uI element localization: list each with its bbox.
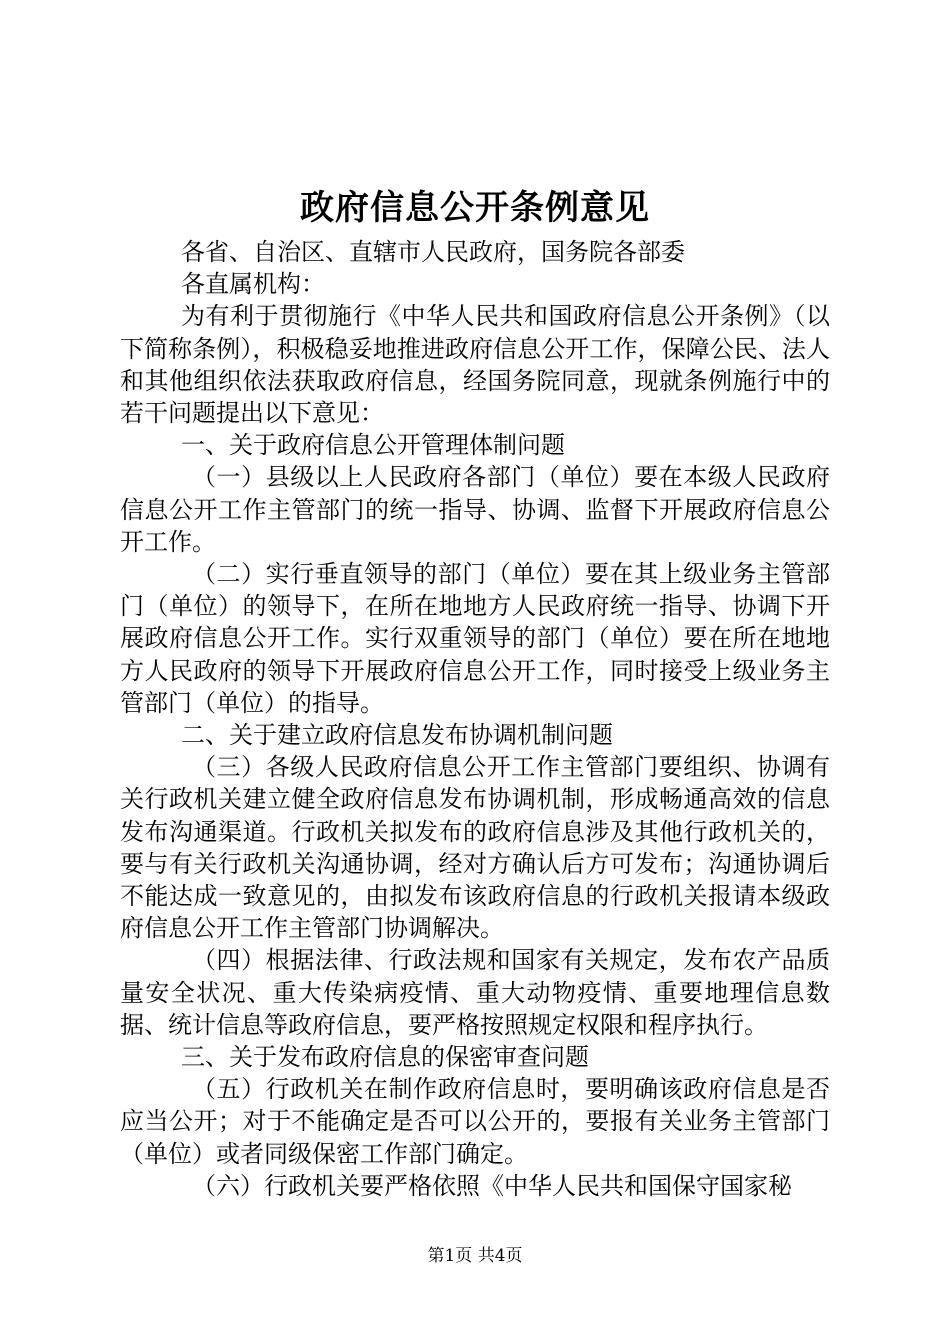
clause-paragraph-2: （二）实行垂直领导的部门（单位）要在其上级业务主管部门（单位）的领导下，在所在地地方人民政府统一指导、协调下开展政府信息公开工作。实行双重领导的部门（单位）要在所在地地方人民政府的领导下开展政府信息公开工作，同时接受上级业务主管部门（单位）的指导。 (120, 560, 830, 717)
section-heading-1: 一、关于政府信息公开管理体制问题 (181, 431, 565, 460)
intro-paragraph: 为有利于贯彻施行《中华人民共和国政府信息公开条例》（以下简称条例），积极稳妥地推进政府信息公开工作，保障公民、法人和其他组织依法获取政府信息，经国务院同意，现就条例施行中的若干问题提出以下意见： (120, 302, 830, 428)
document-body (120, 236, 830, 1202)
clause-paragraph-5: （五）行政机关在制作政府信息时，要明确该政府信息是否应当公开；对于不能确定是否可以公开的，要报有关业务主管部门（单位）或者同级保密工作部门确定。 (120, 1075, 830, 1168)
salutation-line-1: 各省、自治区、直辖市人民政府，国务院各部委 (181, 238, 685, 266)
clause-paragraph-4: （四）根据法律、行政法规和国家有关规定，发布农产品质量安全状况、重大传染病疫情、重大动物疫情、重要地理信息数据、统计信息等政府信息，要严格按照规定权限和程序执行。 (120, 946, 830, 1039)
section-heading-3: 三、关于发布政府信息的保密审查问题 (181, 1043, 589, 1072)
section-heading-2: 二、关于建立政府信息发布协调机制问题 (181, 721, 613, 750)
salutation-line-2: 各直属机构： (181, 270, 325, 299)
document-title: 政府信息公开条例意见 (300, 188, 650, 228)
clause-paragraph-1: （一）县级以上人民政府各部门（单位）要在本级人民政府信息公开工作主管部门的统一指导、协调、监督下开展政府信息公开工作。 (120, 463, 830, 556)
clause-paragraph-3: （三）各级人民政府信息公开工作主管部门要组织、协调有关行政机关建立健全政府信息发布协调机制，形成畅通高效的信息发布沟通渠道。行政机关拟发布的政府信息涉及其他行政机关的，要与有关行政机关沟通协调，经对方确认后方可发布；沟通协调后不能达成一致意见的，由拟发布该政府信息的行政机关报请本级政府信息公开工作主管部门协调解决。 (120, 753, 830, 943)
page-number-footer: 第1页 共4页 (427, 1246, 523, 1266)
clause-paragraph-6: （六）行政机关要严格依照《中华人民共和国保守国家秘 (192, 1171, 792, 1200)
